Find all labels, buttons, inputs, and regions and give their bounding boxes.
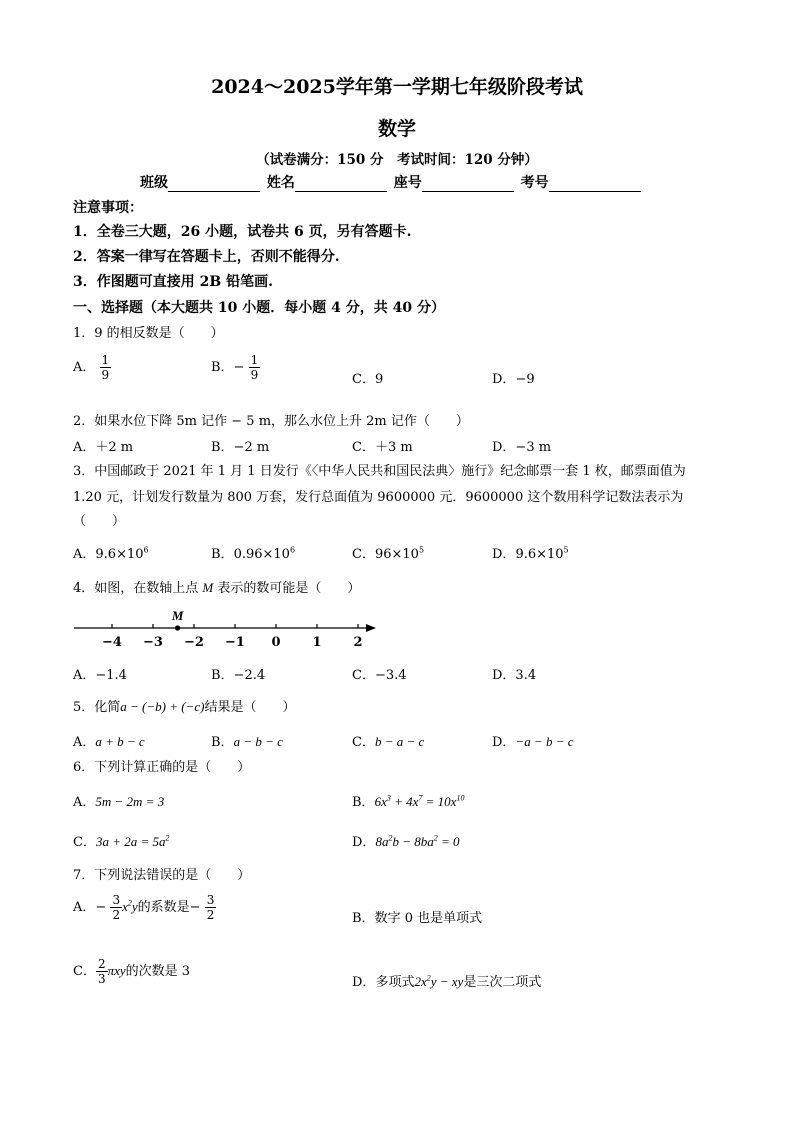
variable: πxy (107, 963, 126, 978)
option-label: B． (352, 911, 375, 926)
number-line-figure (70, 600, 390, 652)
term: + 4x (390, 794, 419, 809)
point-label: M (202, 580, 214, 595)
term: 2x (414, 974, 427, 989)
sci-exponent: 6 (289, 545, 296, 555)
note-item: 3．作图题可直接用 2B 铅笔画. (73, 274, 273, 290)
option-label: A． (73, 360, 96, 375)
note-item: 2．答案一律写在答题卡上，否则不能得分. (73, 249, 340, 265)
q7-option-b[interactable] (352, 907, 482, 926)
question-3-line: （ ） (73, 514, 126, 529)
fraction (96, 957, 108, 986)
math-expression (375, 834, 459, 849)
sci-base: 9.6×10 (95, 547, 144, 562)
q6-option-c[interactable] (73, 831, 170, 850)
math-expression (96, 834, 170, 849)
fraction (100, 353, 112, 382)
option-label: B． (211, 735, 234, 750)
q1-option-c[interactable] (352, 368, 383, 387)
q2-option-a[interactable]: A．＋2 m (73, 440, 134, 455)
question-2-stem: 2．如果水位下降 5m 记作 − 5 m，那么水位上升 2m 记作（ ） (73, 414, 469, 429)
question-6-stem: 6．下列计算正确的是（ ） (73, 760, 251, 775)
q6-option-d[interactable] (352, 831, 460, 850)
q5-option-b[interactable] (211, 731, 283, 750)
note-item: 1．全卷三大题，26 小题，试卷共 6 页，另有答题卡. (73, 224, 412, 240)
numerator: 2 (97, 957, 106, 971)
option-label: B． (211, 360, 234, 375)
option-label: A． (73, 900, 96, 915)
sci-base: 9.6×10 (515, 547, 564, 562)
option-label: A． (73, 795, 96, 810)
field-name-label: 姓名 (266, 175, 295, 191)
tick-label: 1 (312, 635, 322, 650)
sci-exponent: 5 (418, 545, 425, 555)
tick-label: 2 (353, 635, 363, 650)
option-label: D． (492, 735, 516, 750)
q6-option-b[interactable] (352, 791, 464, 810)
fraction (205, 893, 217, 922)
tick-label: −3 (143, 635, 163, 650)
q2-option-d[interactable]: D．−3 m (492, 440, 552, 455)
q7-option-a[interactable] (73, 893, 216, 922)
option-label: C． (73, 964, 96, 979)
field-exam-id-blank[interactable] (549, 177, 641, 192)
q4-option-d[interactable]: D．3.4 (492, 668, 537, 683)
exponent: 2 (127, 898, 132, 908)
field-name-blank[interactable] (295, 177, 387, 192)
denominator: 2 (112, 908, 121, 922)
variable: y (131, 899, 138, 914)
denominator: 3 (97, 972, 106, 986)
option-label: C． (73, 835, 96, 850)
point-m-dot (175, 625, 180, 630)
exponent: 10 (456, 793, 465, 803)
numerator: 3 (206, 893, 215, 907)
q7-option-c[interactable] (73, 957, 190, 986)
q4-option-a[interactable]: A．−1.4 (73, 668, 127, 683)
student-info-fields (140, 172, 643, 192)
exponent: 2 (388, 833, 393, 843)
q7-option-d[interactable] (352, 971, 541, 990)
option-label: B． (211, 547, 234, 562)
tick-label: −1 (225, 635, 245, 650)
term: = 10x (422, 794, 457, 809)
option-text: 多项式 (375, 975, 415, 990)
sci-base: 0.96×10 (233, 547, 290, 562)
fraction (110, 893, 122, 922)
option-label: C． (352, 735, 375, 750)
option-text: 是三次二项式 (463, 975, 542, 990)
q2-option-b[interactable]: B．−2 m (211, 440, 270, 455)
field-seat-label: 座号 (393, 175, 422, 191)
q3-option-c[interactable] (352, 543, 424, 562)
field-class-blank[interactable] (168, 177, 260, 192)
exam-title: 2024～2025学年第一学期七年级阶段考试 (211, 76, 583, 98)
arrow-icon (366, 624, 376, 632)
minus-sign: − (233, 360, 245, 375)
numerator: 3 (112, 893, 121, 907)
exponent: 2 (433, 833, 438, 843)
q2-option-c[interactable]: C．＋3 m (352, 440, 413, 455)
exponent: 2 (165, 833, 170, 843)
sci-exponent: 6 (143, 545, 149, 555)
question-4-stem (73, 577, 360, 596)
question-5-stem (73, 696, 295, 715)
option-text: 的系数是 (137, 900, 190, 915)
minus-sign: − (189, 900, 201, 915)
field-class-label: 班级 (140, 175, 168, 191)
fraction (249, 353, 261, 382)
term: y − xy (430, 974, 464, 989)
math-expression: −a − b − c (515, 734, 574, 749)
exponent: 3 (386, 793, 391, 803)
math-expression: 5m − 2m = 3 (95, 794, 165, 809)
q3-option-d[interactable] (492, 543, 569, 562)
denominator: 2 (206, 908, 215, 922)
q1-option-a[interactable] (73, 353, 111, 382)
point-m-label: M (171, 608, 184, 623)
math-expression: a + b − c (95, 734, 145, 749)
term: b − 8ba (392, 834, 434, 849)
denominator: 9 (250, 368, 259, 382)
numerator: 1 (101, 353, 110, 367)
minus-sign: − (95, 900, 107, 915)
q1-option-b[interactable] (211, 353, 260, 382)
variable: x (122, 899, 128, 914)
field-exam-id-label: 考号 (520, 175, 549, 191)
option-label: B． (352, 795, 375, 810)
option-label: A． (73, 547, 96, 562)
q4-option-b[interactable]: B．−2.4 (211, 668, 266, 683)
exam-info: （试卷满分：150 分 考试时间：120 分钟） (256, 152, 538, 168)
term: 8a (375, 834, 389, 849)
numerator: 1 (250, 353, 259, 367)
stem-text: 4．如图，在数轴上点 (73, 581, 199, 596)
q3-option-a[interactable] (73, 543, 149, 562)
option-label: D． (352, 835, 376, 850)
q5-option-a[interactable] (73, 731, 145, 750)
stem-text: 5．化简 (73, 700, 121, 715)
question-7-stem: 7．下列说法错误的是（ ） (73, 868, 251, 883)
q1-option-d[interactable] (492, 368, 535, 387)
tick-label: −4 (102, 635, 122, 650)
math-expression: b − a − c (374, 734, 425, 749)
option-text: 数字 0 也是单项式 (374, 911, 483, 926)
field-seat-blank[interactable] (422, 177, 514, 192)
q5-option-d[interactable] (492, 731, 574, 750)
sci-exponent: 5 (563, 545, 569, 555)
exponent: 2 (426, 973, 431, 983)
sci-base: 96×10 (374, 547, 419, 562)
option-label: D． (492, 372, 516, 387)
notes-heading: 注意事项： (73, 200, 143, 216)
q3-option-b[interactable] (211, 543, 295, 562)
option-text: 的次数是 3 (125, 964, 191, 979)
question-3-line: 3．中国邮政于 2021 年 1 月 1 日发行《〈中华人民共和国民法典〉施行》纪念邮票一套 1 枚，邮票面值为 (73, 464, 686, 479)
q6-option-a[interactable] (73, 791, 164, 810)
math-expression (375, 794, 465, 809)
stem-text: 表示的数可能是（ ） (217, 581, 361, 596)
question-1-stem: 1．9 的相反数是（ ） (73, 326, 224, 341)
option-value: 9 (374, 372, 384, 387)
stem-text: 结果是（ ） (204, 700, 296, 715)
exam-subject: 数学 (377, 118, 416, 140)
exponent: 7 (418, 793, 423, 803)
q5-option-c[interactable] (352, 731, 424, 750)
term: = 0 (437, 834, 460, 849)
term: 6x (374, 794, 387, 809)
term: 3a + 2a = 5a (95, 834, 166, 849)
tick-label: 0 (271, 635, 281, 650)
denominator: 9 (101, 368, 110, 382)
option-label: C． (352, 372, 375, 387)
option-label: D． (352, 975, 376, 990)
math-expression: a − (−b) + (−c) (120, 699, 205, 714)
option-label: A． (73, 735, 96, 750)
math-expression: a − b − c (233, 734, 283, 749)
question-3-line: 1.20 元，计划发行数量为 800 万套，发行总面值为 9600000 元．9600000 这个数用科学记数法表示为 (73, 490, 684, 505)
option-label: C． (352, 547, 375, 562)
section-heading: 一、选择题（本大题共 10 小题．每小题 4 分，共 40 分） (73, 300, 445, 316)
option-value: −9 (515, 372, 535, 387)
tick-label: −2 (184, 635, 204, 650)
q4-option-c[interactable]: C．−3.4 (352, 668, 407, 683)
option-label: D． (492, 547, 516, 562)
